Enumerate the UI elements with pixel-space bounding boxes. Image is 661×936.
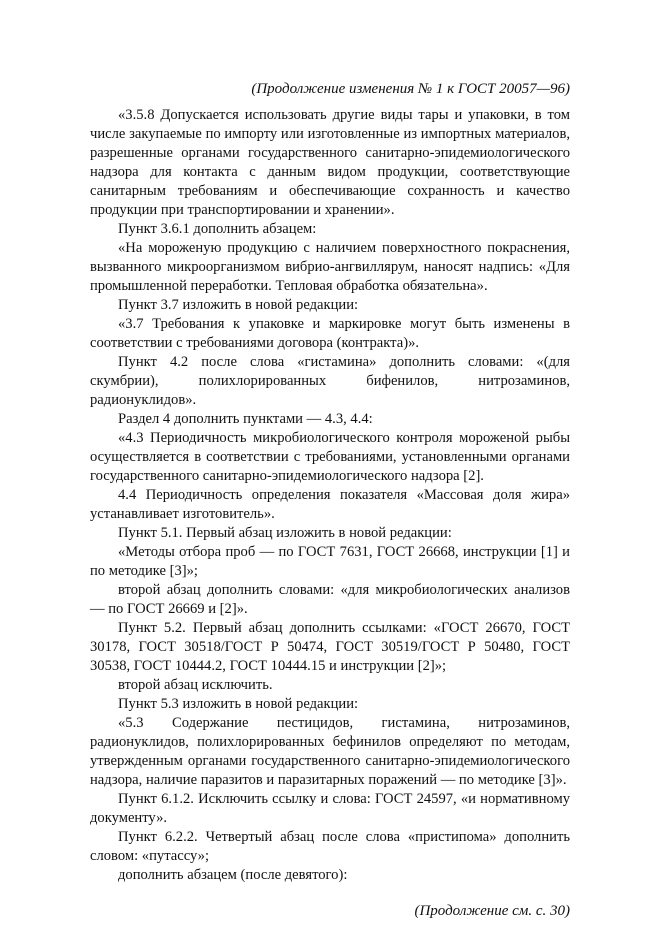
paragraph: 4.4 Периодичность определения показателя «Массовая доля жира» устанавливает изготовитель». [90, 487, 570, 522]
document-page [90, 80, 570, 921]
document-body [90, 106, 570, 885]
paragraph: Пункт 5.3 изложить в новой редакции: [118, 696, 359, 712]
paragraph: Пункт 6.1.2. Исключить ссылку и слова: ГОСТ 24597, «и нормативному документу». [90, 791, 570, 826]
paragraph: второй абзац дополнить словами: «для микробиологических анализов — по ГОСТ 26669 и [2]». [90, 582, 570, 617]
paragraph: «На мороженую продукцию с наличием поверхностного покраснения, вызванного микроорганизмом вибрио-ангвиллярум, наносят надпись: «Для промышленной переработки. Тепловая обработка обязательна». [90, 240, 570, 294]
paragraph: дополнить абзацем (после девятого): [118, 867, 348, 883]
paragraph: Пункт 5.2. Первый абзац дополнить ссылками: «ГОСТ 26670, ГОСТ 30178, ГОСТ 30518/ГОСТ Р 50474, ГОСТ 30519/ГОСТ Р 50480, ГОСТ 30538, ГОСТ 10444.2, ГОСТ 10444.15 и инструкции [2]»; [90, 620, 570, 674]
paragraph: второй абзац исключить. [118, 677, 273, 693]
paragraph: «4.3 Периодичность микробиологического контроля мороженой рыбы осуществляется в соответствии с требованиями, установленными органами государственного санитарно-эпидемиологического надзора [2]. [90, 430, 570, 484]
paragraph: Раздел 4 дополнить пунктами — 4.3, 4.4: [118, 411, 373, 427]
paragraph: Пункт 5.1. Первый абзац изложить в новой редакции: [118, 525, 452, 541]
paragraph: Пункт 4.2 после слова «гистамина» дополнить словами: «(для скумбрии), полихлорированных бифенилов, нитрозаминов, радионуклидов». [90, 354, 570, 408]
paragraph: «3.7 Требования к упаковке и маркировке могут быть изменены в соответствии с требованиями договора (контракта)». [90, 316, 570, 351]
paragraph: Пункт 3.7 изложить в новой редакции: [118, 297, 359, 313]
paragraph: «Методы отбора проб — по ГОСТ 7631, ГОСТ 26668, инструкции [1] и по методике [3]»; [90, 544, 570, 579]
page-footer: (Продолжение см. с. 30) [414, 903, 570, 919]
paragraph: Пункт 6.2.2. Четвертый абзац после слова «пристипома» дополнить словом: «путассу»; [90, 829, 570, 864]
page-header: (Продолжение изменения № 1 к ГОСТ 20057—96) [251, 81, 570, 97]
paragraph: «3.5.8 Допускается использовать другие виды тары и упаковки, в том числе закупаемые по импорту или изготовленные из импортных материалов, разрешенные органами государственного санитарно-эпидемиологического надзора для контакта с данным видом продукции, соответствующие санитарным требованиям и обеспечивающие сохранность и качество продукции при транспортировании и хранении». [90, 107, 570, 218]
paragraph: «5.3 Содержание пестицидов, гистамина, нитрозаминов, радионуклидов, полихлорированных бефинилов определяют по методам, утвержденным органами государственного санитарно-эпидемиологического надзора, наличие паразитов и паразитарных поражений — по методике [3]». [90, 715, 570, 788]
paragraph: Пункт 3.6.1 дополнить абзацем: [118, 221, 317, 237]
